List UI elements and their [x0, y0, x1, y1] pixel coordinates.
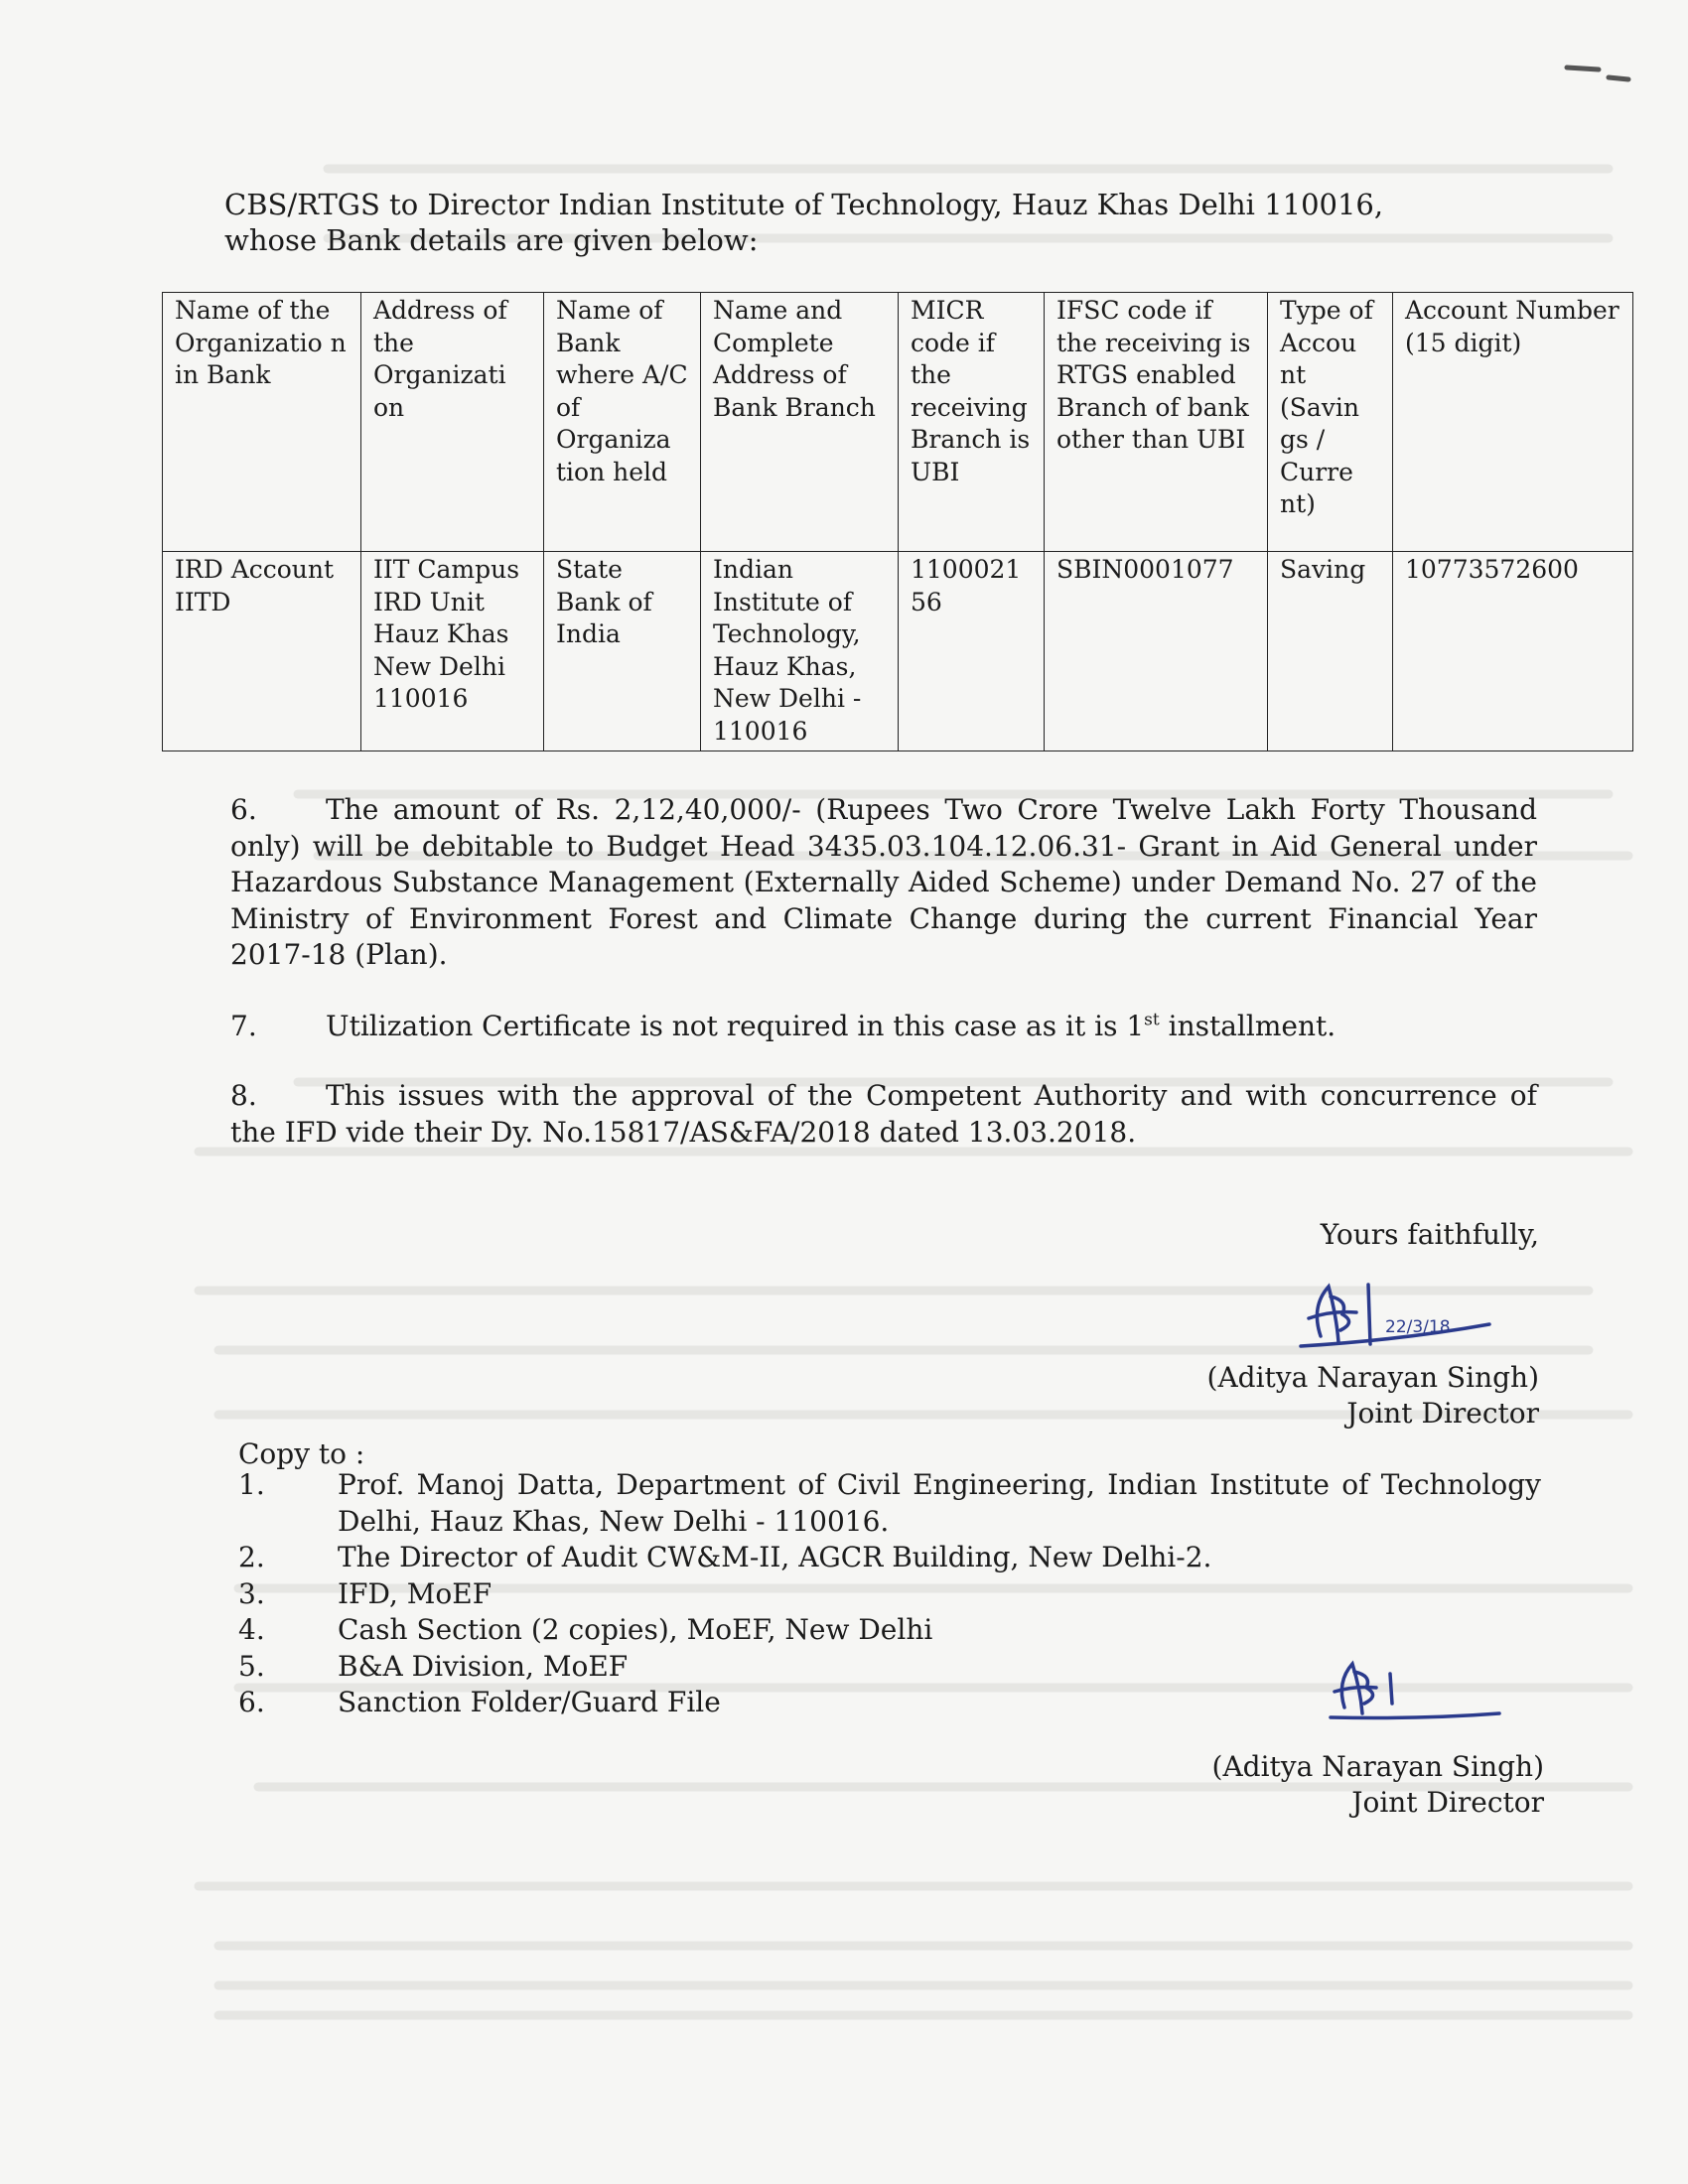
paragraph-6-number: 6. [230, 793, 257, 826]
paragraph-7-number: 7. [230, 1010, 257, 1042]
header-bank-name: Name of Bank where A/C of Organiza tion held [544, 293, 701, 552]
header-account-type: Type of Accou nt (Savin gs / Curre nt) [1268, 293, 1393, 552]
cell-bank-name: State Bank of India [544, 552, 701, 751]
header-micr: MICR code if the receiving Branch is UBI [899, 293, 1045, 552]
paragraph-6 [230, 792, 1537, 974]
intro-line-1: CBS/RTGS to Director Indian Institute of Technology, Hauz Khas Delhi 110016, [224, 188, 1384, 221]
paragraph-8-text: This issues with the approval of the Competent Authority and with concurrence of the IFD vide their Dy. No.15817/AS&FA/2018 dated 13.03.2018. [230, 1079, 1537, 1149]
cell-org-address: IIT Campus IRD Unit Hauz Khas New Delhi 110016 [361, 552, 544, 751]
paragraph-7-text-end: installment. [1159, 1010, 1336, 1042]
list-item-text: Prof. Manoj Datta, Department of Civil Engineering, Indian Institute of Technology Delhi, Hauz Khas, New Delhi - 110016. [338, 1468, 1541, 1538]
signatory-name-2: (Aditya Narayan Singh) [1211, 1750, 1544, 1783]
list-item [238, 1576, 1541, 1613]
list-item [238, 1540, 1541, 1576]
header-org-name: Name of the Organizatio n in Bank [163, 293, 361, 552]
intro-text [224, 187, 1535, 258]
paragraph-7-superscript: st [1144, 1010, 1160, 1030]
list-item-number: 4. [238, 1613, 265, 1646]
cell-branch-address: Indian Institute of Technology, Hauz Khas, New Delhi - 110016 [701, 552, 899, 751]
cell-org-name: IRD Account IITD [163, 552, 361, 751]
list-item-text: Cash Section (2 copies), MoEF, New Delhi [338, 1613, 933, 1646]
cell-micr: 1100021 56 [899, 552, 1045, 751]
list-item-number: 6. [238, 1686, 265, 1718]
list-item [238, 1467, 1541, 1540]
header-account-number: Account Number (15 digit) [1393, 293, 1633, 552]
list-item [238, 1612, 1541, 1649]
intro-line-2: whose Bank details are given below: [224, 223, 759, 257]
list-item-text: IFD, MoEF [338, 1576, 492, 1610]
signatory-designation-2: Joint Director [1351, 1786, 1544, 1819]
cell-account-type: Saving [1268, 552, 1393, 751]
header-branch-address: Name and Complete Address of Bank Branch [701, 293, 899, 552]
paragraph-7-text: Utilization Certificate is not required in this case as it is 1 [326, 1010, 1145, 1042]
paragraph-7 [230, 1009, 1537, 1045]
signature-date: 22/3/18 [1385, 1317, 1451, 1337]
bank-details-table [162, 292, 1633, 751]
paragraph-8-number: 8. [230, 1079, 257, 1112]
list-item-text: Sanction Folder/Guard File [338, 1686, 721, 1718]
signature-2 [1321, 1648, 1519, 1737]
list-item-number: 1. [238, 1468, 265, 1501]
header-ifsc: IFSC code if the receiving is RTGS enabled Branch of bank other than UBI [1045, 293, 1268, 552]
table-row [163, 552, 1633, 751]
copy-to-title: Copy to : [238, 1437, 365, 1470]
header-org-address: Address of the Organizati on [361, 293, 544, 552]
cell-ifsc: SBIN0001077 [1045, 552, 1268, 751]
paragraph-8 [230, 1078, 1537, 1151]
table-header-row [163, 293, 1633, 552]
cell-account-number: 10773572600 [1393, 552, 1633, 751]
paragraph-6-text: The amount of Rs. 2,12,40,000/- (Rupees Two Crore Twelve Lakh Forty Thousand only) will be debitable to Budget Head 3435.03.104.12.06.31- Grant in Aid General under Hazardous Substance Management (Externally Aided Scheme) under Demand No. 27 of the Ministry of Environment Forest and Climate Change during the current Financial Year 2017-18 (Plan). [230, 793, 1537, 971]
signatory-designation-1: Joint Director [1346, 1397, 1539, 1430]
list-item-number: 5. [238, 1649, 265, 1683]
list-item-text: B&A Division, MoEF [338, 1649, 629, 1683]
list-item-text: The Director of Audit CW&M-II, AGCR Building, New Delhi-2. [338, 1541, 1212, 1573]
yours-faithfully: Yours faithfully, [1320, 1218, 1539, 1251]
list-item-number: 2. [238, 1541, 265, 1573]
signatory-name-1: (Aditya Narayan Singh) [1206, 1361, 1539, 1394]
list-item-number: 3. [238, 1576, 265, 1610]
